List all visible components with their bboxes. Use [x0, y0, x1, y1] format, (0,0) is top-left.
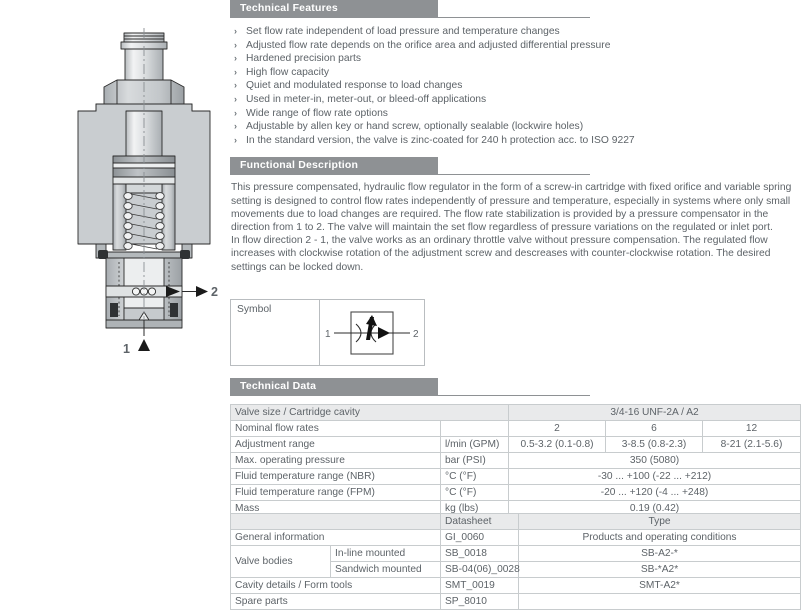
- section-title-technical-features: Technical Features: [240, 2, 338, 14]
- row-unit: kg (lbs): [441, 501, 509, 517]
- row-unit: l/min (GPM): [441, 437, 509, 453]
- feature-text: Adjustable by allen key or hand screw, optionally sealable (lockwire holes): [246, 121, 584, 133]
- row-unit: bar (PSI): [441, 453, 509, 469]
- description-paragraph-1: This pressure compensated, hydraulic flow regulator in the form of a screw-in cartridge with fixed orifice and variable spring setting is designed to control flow rates independently of pressure and temperature, especially in systems where only small movements due to load changes are required. The flow rate stabilization is provided by a pressure compensator in the direction from 1 to 2. The valve will maintain the set flow regardless of pressure variations on the regulated or inlet port.: [231, 182, 792, 233]
- chevron-right-icon: ›: [234, 66, 237, 77]
- row-label: Max. operating pressure: [231, 453, 441, 469]
- row-label: Valve size / Cartridge cavity: [231, 405, 509, 421]
- row-value: 2: [509, 421, 606, 437]
- feature-list-item: [232, 52, 800, 66]
- row-label: Spare parts: [231, 594, 441, 610]
- functional-description-body: [231, 181, 797, 273]
- table-row: [231, 578, 801, 594]
- row-label: General information: [231, 530, 441, 546]
- row-value-span: 350 (5080): [509, 453, 801, 469]
- row-value: 0.5-3.2 (0.1-0.8): [509, 437, 606, 453]
- row-type: Products and operating conditions: [519, 530, 801, 546]
- row-type: SMT-A2*: [519, 578, 801, 594]
- port-1-label: 1: [123, 342, 130, 356]
- row-label: Fluid temperature range (FPM): [231, 485, 441, 501]
- row-type: [519, 594, 801, 610]
- description-paragraph-2: In flow direction 2 - 1, the valve works as an ordinary throttle valve without pressure compensation. The regulated flow increases with clockwise rotation of the adjustment screw and descreases with counter-clockwise rotation. The desired settings can be locked down.: [231, 235, 771, 273]
- feature-list-item: [232, 120, 800, 134]
- feature-text: High flow capacity: [246, 66, 329, 78]
- port-2-label: 2: [211, 285, 218, 299]
- row-label: Valve bodies: [231, 546, 331, 578]
- feature-list-item: [232, 93, 800, 107]
- feature-text: Used in meter-in, meter-out, or bleed-off applications: [246, 93, 487, 105]
- section-header-technical-features: [228, 0, 800, 17]
- table-row: [231, 405, 801, 421]
- datasheet-table: [230, 513, 801, 610]
- section-header-technical-data: [228, 378, 800, 395]
- symbol-box: [230, 299, 425, 366]
- symbol-box-label: Symbol: [237, 304, 272, 315]
- chevron-right-icon: ›: [234, 80, 237, 91]
- feature-text: In the standard version, the valve is zinc-coated for 240 h protection acc. to ISO 9227: [246, 134, 635, 146]
- hydraulic-symbol-icon: [320, 300, 426, 365]
- table-row: [231, 546, 801, 562]
- row-value-span: -20 ... +120 (-4 ... +248): [509, 485, 801, 501]
- technical-features-list: [228, 25, 800, 147]
- feature-list-item: [232, 66, 800, 80]
- section-header-functional-description: [228, 157, 800, 174]
- chevron-right-icon: ›: [234, 134, 237, 145]
- row-label: Fluid temperature range (NBR): [231, 469, 441, 485]
- feature-text: Wide range of flow rate options: [246, 107, 388, 119]
- feature-text: Set flow rate independent of load pressure and temperature changes: [246, 26, 560, 37]
- row-value-span: 0.19 (0.42): [509, 501, 801, 517]
- feature-text: Adjusted flow rate depends on the orifice area and adjusted differential pressure: [246, 39, 611, 51]
- header-rule: [230, 17, 590, 18]
- symbol-port-1-label: 1: [325, 329, 331, 340]
- feature-text: Hardened precision parts: [246, 53, 362, 65]
- row-unit: °C (°F): [441, 485, 509, 501]
- header-rule: [230, 174, 590, 175]
- row-type: SB-*A2*: [519, 562, 801, 578]
- row-datasheet: SB_0018: [441, 546, 519, 562]
- feature-list-item: [232, 107, 800, 121]
- symbol-port-2-label: 2: [413, 329, 419, 340]
- row-unit: [441, 421, 509, 437]
- row-datasheet: SB-04(06)_0028: [441, 562, 519, 578]
- row-label: Cavity details / Form tools: [231, 578, 441, 594]
- chevron-right-icon: ›: [234, 107, 237, 118]
- row-label: Nominal flow rates: [231, 421, 441, 437]
- section-title-technical-data: Technical Data: [240, 380, 317, 392]
- chevron-right-icon: ›: [234, 39, 237, 50]
- row-datasheet: GI_0060: [441, 530, 519, 546]
- header-rule: [230, 395, 590, 396]
- row-value: 3-8.5 (0.8-2.3): [606, 437, 703, 453]
- content-column: [228, 0, 800, 607]
- row-sublabel: Sandwich mounted: [331, 562, 441, 578]
- column-header-type: Type: [519, 514, 801, 530]
- valve-cross-section-svg: [0, 0, 228, 380]
- row-value: 6: [606, 421, 703, 437]
- chevron-right-icon: ›: [234, 26, 237, 36]
- row-value: 12: [703, 421, 801, 437]
- cartridge-valve-drawing: [0, 0, 228, 380]
- chevron-right-icon: ›: [234, 53, 237, 64]
- row-datasheet: SMT_0019: [441, 578, 519, 594]
- row-sublabel: In-line mounted: [331, 546, 441, 562]
- technical-data-table: [230, 404, 801, 517]
- feature-list-item: [232, 79, 800, 93]
- column-header-blank: [231, 514, 441, 530]
- row-value-span: 3/4-16 UNF-2A / A2: [509, 405, 801, 421]
- row-label: Adjustment range: [231, 437, 441, 453]
- table-header-row: [231, 514, 801, 530]
- row-value: 8-21 (2.1-5.6): [703, 437, 801, 453]
- table-row: [231, 437, 801, 453]
- row-value-span: -30 ... +100 (-22 ... +212): [509, 469, 801, 485]
- row-type: SB-A2-*: [519, 546, 801, 562]
- feature-text: Quiet and modulated response to load changes: [246, 80, 463, 92]
- row-label: Mass: [231, 501, 441, 517]
- table-row: [231, 594, 801, 610]
- section-title-functional-description: Functional Description: [240, 159, 359, 172]
- table-row: [231, 485, 801, 501]
- feature-list-item: [232, 39, 800, 53]
- table-row: [231, 469, 801, 485]
- row-datasheet: SP_8010: [441, 594, 519, 610]
- column-header-datasheet: Datasheet: [441, 514, 519, 530]
- table-row: [231, 421, 801, 437]
- feature-list-item: [232, 134, 800, 148]
- row-unit: °C (°F): [441, 469, 509, 485]
- feature-list-item: [232, 25, 800, 39]
- table-row: [231, 530, 801, 546]
- table-row: [231, 453, 801, 469]
- chevron-right-icon: ›: [234, 93, 237, 104]
- chevron-right-icon: ›: [234, 121, 237, 132]
